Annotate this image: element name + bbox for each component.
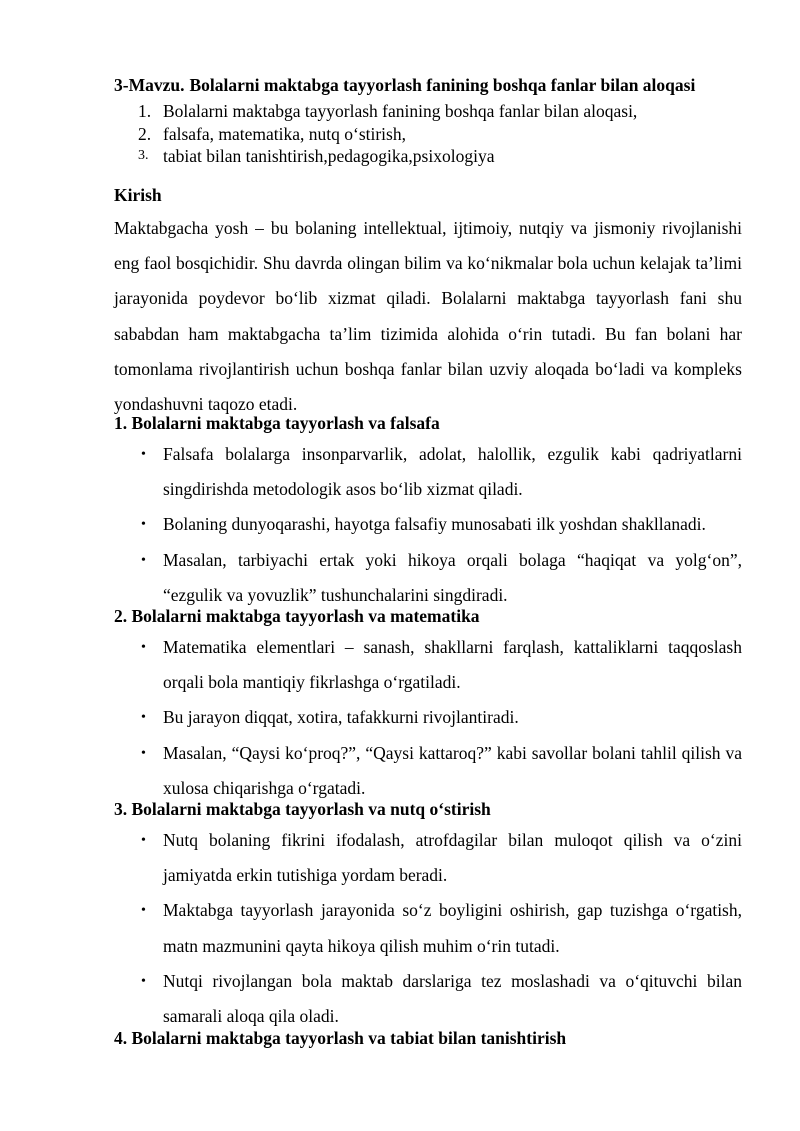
section-heading-nutq: 3. Bolalarni maktabga tayyorlash va nutq o‘stirish [114, 799, 491, 819]
bullet-text: Masalan, “Qaysi ko‘proq?”, “Qaysi kattaroq?” kabi savollar bolani tahlil qilish va xulosa chiqarishga o‘rgatadi. [163, 742, 742, 798]
bullet-marker: • [141, 552, 146, 568]
topic-title-text: Bolalarni maktabga tayyorlash fanining boshqa fanlar bilan aloqasi [189, 75, 696, 95]
section-bullets-falsafa [114, 437, 742, 613]
bullet-text: Maktabga tayyorlash jarayonida so‘z boyligini oshirish, gap tuzishga o‘rgatish, matn mazmunini qayta hikoya qilish muhim o‘rin tutadi. [163, 900, 742, 956]
bullet-item [114, 437, 742, 507]
bullet-text: Masalan, tarbiyachi ertak yoki hikoya orqali bolaga “haqiqat va yolg‘on”, “ezgulik va yovuzlik” tushunchalarini singdiradi. [163, 549, 742, 605]
bullet-item [114, 630, 742, 700]
section-heading-matematika: 2. Bolalarni maktabga tayyorlash va matematika [114, 606, 480, 626]
bullet-item [114, 507, 742, 542]
bullet-item [114, 964, 742, 1034]
topic-outline [138, 100, 637, 168]
bullet-marker: • [141, 640, 146, 655]
intro-paragraph: Maktabgacha yosh – bu bolaning intellektual, ijtimoiy, nutqiy va jismoniy rivojlanishi eng faol bosqichidir. Shu davrda olingan bilim va ko‘nikmalar bola uchun kelajak ta’limi jarayonida poydevor bo‘lib xizmat qiladi. Bolalarni maktabga tayyorlash fani shu sababdan ham maktabgacha ta’lim tizimida alohida o‘rin tutadi. Bu fan bolani har tomonlama rivojlantirish uchun boshqa fanlar bilan uzviy aloqada bo‘ladi va kompleks yondashuvni taqozo etadi. [114, 218, 742, 415]
bullet-text: Matematika elementlari – sanash, shakllarni farqlash, kattaliklarni taqqoslash orqali bola mantiqiy fikrlashga o‘rgatiladi. [163, 637, 742, 693]
bullet-marker: • [141, 903, 146, 919]
section-bullets-matematika [114, 630, 742, 806]
bullet-marker: • [141, 710, 146, 726]
bullet-text: Nutq bolaning fikrini ifodalash, atrofdagilar bilan muloqot qilish va o‘zini jamiyatda erkin tutishiga yordam beradi. [163, 830, 742, 886]
topic-number: 3-Mavzu. [114, 75, 185, 95]
outline-item-number: 2. [138, 123, 152, 144]
bullet-item [114, 893, 742, 963]
outline-item [138, 100, 637, 123]
bullet-item [114, 700, 742, 735]
bullet-text: Bolaning dunyoqarashi, hayotga falsafiy munosabati ilk yoshdan shakllanadi. [163, 514, 706, 535]
section-heading-tabiat: 4. Bolalarni maktabga tayyorlash va tabiat bilan tanishtirish [114, 1028, 567, 1048]
bullet-text: Bu jarayon diqqat, xotira, tafakkurni rivojlantiradi. [163, 707, 519, 728]
outline-item-number: 1. [138, 101, 152, 121]
bullet-marker: • [141, 745, 146, 761]
outline-item-text: Bolalarni maktabga tayyorlash fanining boshqa fanlar bilan aloqasi, [163, 101, 638, 121]
bullet-text: Nutqi rivojlangan bola maktab darslariga tez moslashadi va o‘qituvchi bilan samarali aloqa qila oladi. [163, 970, 742, 1027]
bullet-text: Falsafa bolalarga insonparvarlik, adolat, halollik, ezgulik kabi qadriyatlarni singdirishda metodologik asos bo‘lib xizmat qiladi. [163, 444, 742, 500]
bullet-item [114, 543, 742, 613]
outline-item-text: falsafa, matematika, nutq o‘stirish, [163, 123, 406, 144]
topic-title [114, 74, 695, 96]
bullet-item [114, 823, 742, 893]
outline-item-text: tabiat bilan tanishtirish,pedagogika,psixologiya [163, 146, 495, 166]
section-bullets-nutq [114, 823, 742, 1034]
bullet-marker: • [141, 973, 146, 989]
outline-item [138, 123, 637, 146]
outline-item-number: 3. [138, 148, 149, 163]
intro-heading: Kirish [114, 185, 162, 205]
outline-item [138, 145, 637, 168]
bullet-item [114, 736, 742, 806]
bullet-marker: • [141, 517, 146, 533]
section-heading-falsafa: 1. Bolalarni maktabga tayyorlash va falsafa [114, 413, 440, 433]
bullet-marker: • [141, 447, 146, 462]
bullet-marker: • [141, 833, 146, 848]
